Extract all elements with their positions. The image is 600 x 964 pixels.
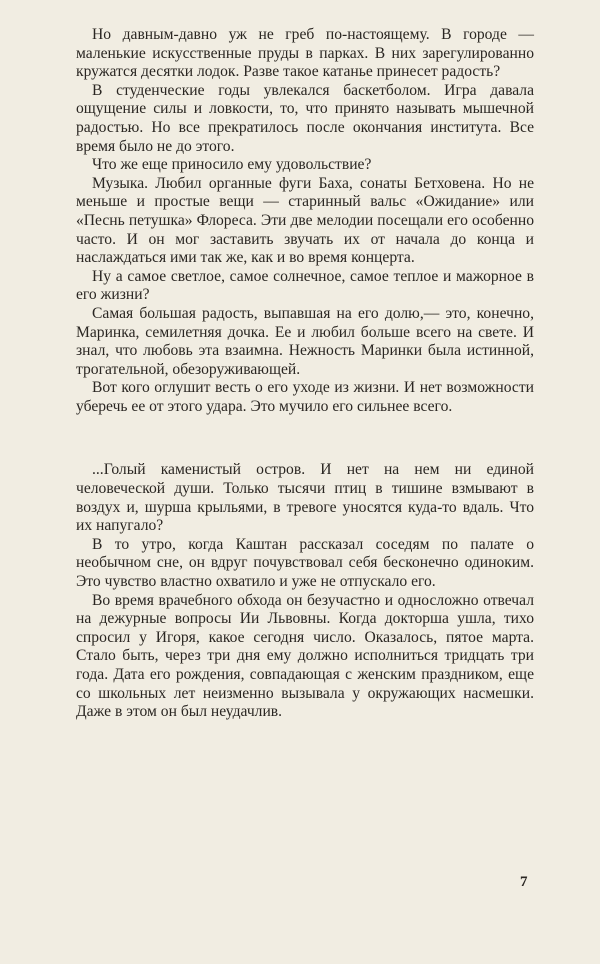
page-number: 7 (520, 874, 528, 890)
paragraph-morning: В то утро, когда Каштан рассказал соседям по палате о необычном сне, он вдруг почувствовал себя бесконечно одиноким. Это чувство властно охватило и уже не отпускало его. (76, 535, 534, 591)
paragraph-question-brightest: Ну а самое светлое, самое солнечное, самое теплое и мажорное в его жизни? (76, 267, 534, 304)
paragraph-island: ...Голый каменистый остров. И нет на нем ни единой человеческой души. Только тысячи птиц в тишине взмывают в воздух и, шурша крыльями, в тревоге уносятся куда-то вдаль. Что их напугало? (76, 461, 534, 535)
paragraph-music: Музыка. Любил органные фуги Баха, сонаты Бетховена. Но не меньше и простые вещи — старинный вальс «Ожидание» или «Песнь петушка» Флореса. Эти две мелодии посещали его особенно часто. И он мог заставить звучать их от начала до конца и наслаждаться ими так же, как и во время концерта. (76, 174, 534, 267)
paragraph-rounds: Во время врачебного обхода он безучастно и односложно отвечал на дежурные вопросы Ии Львовны. Когда докторша ушла, тихо спросил у Игоря, какое сегодня число. Оказалось, пятое марта. Стало быть, через три дня ему должно исполниться тридцать три года. Дата его рождения, совпадающая с женским праздником, еще со школьных лет неизменно вызывала у окружающих насмешки. Даже в этом он был неудачлив. (76, 591, 534, 721)
section-break (76, 416, 534, 461)
paragraph-basketball: В студенческие годы увлекался баскетболом. Игра давала ощущение силы и ловкости, то, что принято называть мышечной радостью. Но все прекратилось после окончания института. Все время было не до этого. (76, 81, 534, 155)
paragraph-question-pleasure: Что же еще приносило ему удовольствие? (92, 156, 372, 174)
paragraph-rowing: Но давным-давно уж не греб по-настоящему. В городе — маленькие искусственные пруды в парках. В них зарегулированно кружатся десятки лодок. Разве такое катанье принесет радость? (76, 26, 534, 81)
paragraph-marinka: Самая большая радость, выпавшая на его долю,— это, конечно, Маринка, семилетняя дочка. Ее и любил больше всего на свете. И знал, что любовь эта взаимна. Нежность Маринки была истинной, трогательной, обезоруживающей. (76, 304, 534, 378)
paragraph-news: Вот кого оглушит весть о его уходе из жизни. И нет возможности уберечь ее от этого удара. Это мучило его сильнее всего. (76, 379, 534, 415)
page-body (76, 26, 534, 722)
